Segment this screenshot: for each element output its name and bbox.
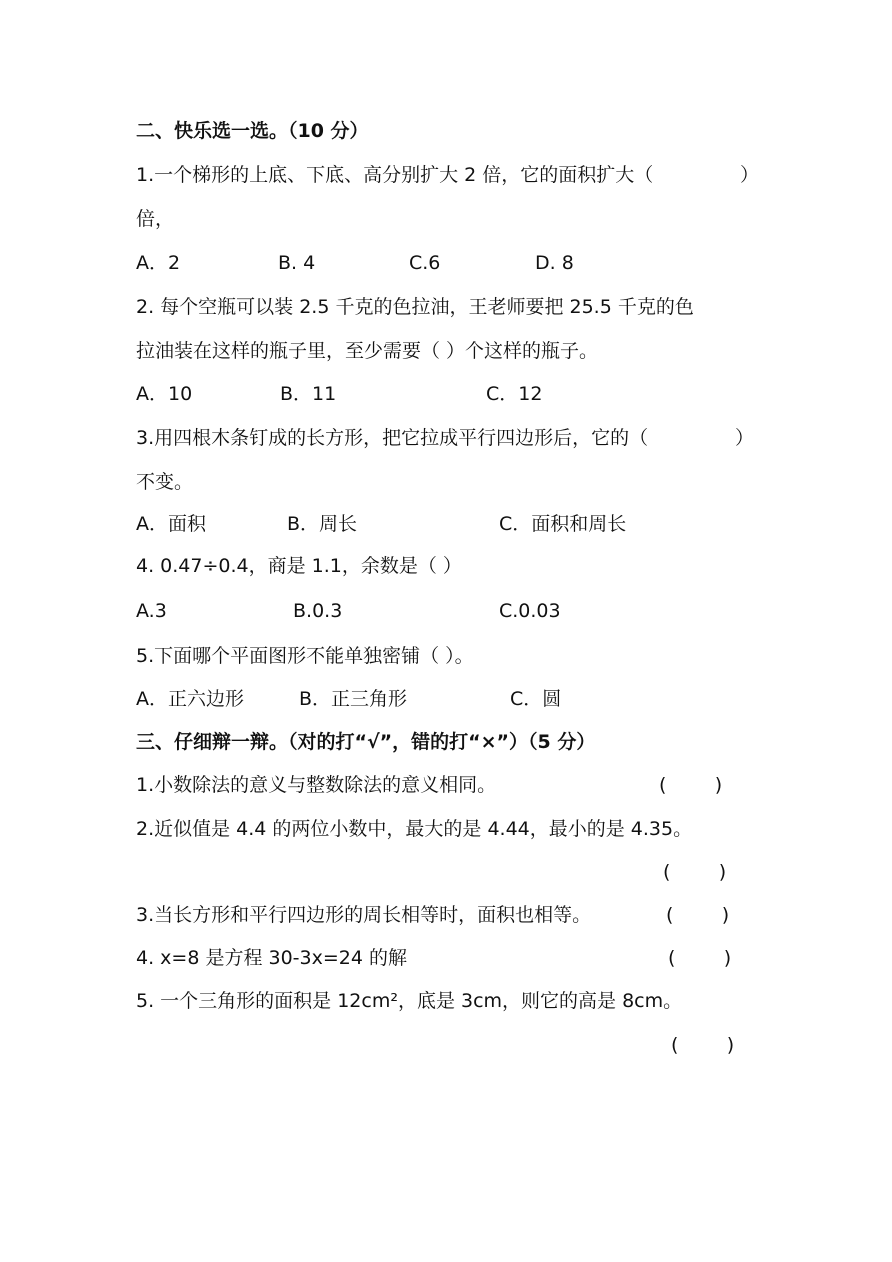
tf-item-1-answer-paren: ( )	[659, 774, 723, 796]
tf-item-2-answer-paren: ( )	[663, 861, 727, 883]
q1-option-a: A．2	[136, 252, 181, 274]
q5-option-a: A．正六边形	[136, 688, 244, 710]
q4-line1: 4. 0.47÷0.4，商是 1.1，余数是（ ）	[136, 555, 462, 577]
q1-line1: 1.一个梯形的上底、下底、高分别扩大 2 倍，它的面积扩大（	[136, 164, 654, 186]
tf-item-2-text: 2.近似值是 4.4 的两位小数中，最大的是 4.44，最小的是 4.35。	[136, 818, 693, 840]
q4-option-c: C.0.03	[499, 600, 561, 622]
q2-option-c: C．12	[486, 383, 543, 405]
section2-heading: 二、快乐选一选。（10 分）	[136, 120, 369, 142]
tf-item-1-text: 1.小数除法的意义与整数除法的意义相同。	[136, 774, 497, 796]
tf-item-3-answer-paren: ( )	[666, 904, 730, 926]
q3-line1: 3.用四根木条钉成的长方形，把它拉成平行四边形后，它的（	[136, 427, 649, 449]
q3-option-b: B．周长	[287, 513, 358, 535]
tf-item-4-answer-paren: ( )	[668, 947, 732, 969]
q2-line1: 2. 每个空瓶可以装 2.5 千克的色拉油，王老师要把 25.5 千克的色	[136, 296, 694, 318]
q5-line1: 5.下面哪个平面图形不能单独密铺（ ）。	[136, 645, 474, 667]
q2-option-b: B．11	[280, 383, 337, 405]
tf-item-5-answer-paren: ( )	[671, 1034, 735, 1056]
q1-line2: 倍，	[136, 208, 175, 230]
q2-line2: 拉油装在这样的瓶子里，至少需要（ ）个这样的瓶子。	[136, 340, 599, 362]
q3-line2: 不变。	[136, 471, 194, 493]
q1-option-b: B. 4	[278, 252, 316, 274]
section3-heading: 三、仔细辩一辩。（对的打“√”，错的打“×”）（5 分）	[136, 731, 596, 753]
q3-option-c: C．面积和周长	[499, 513, 627, 535]
q1-option-c: C.6	[409, 252, 441, 274]
tf-item-3-text: 3.当长方形和平行四边形的周长相等时，面积也相等。	[136, 904, 592, 926]
tf-item-4-text: 4. x=8 是方程 30-3x=24 的解	[136, 947, 408, 969]
q5-option-c: C．圆	[510, 688, 562, 710]
q5-option-b: B．正三角形	[299, 688, 408, 710]
q1-paren-close: ）	[740, 164, 760, 186]
q3-paren-close: ）	[735, 427, 755, 449]
tf-item-5-text: 5. 一个三角形的面积是 12cm²，底是 3cm，则它的高是 8cm。	[136, 990, 683, 1012]
q4-option-b: B.0.3	[293, 600, 343, 622]
q4-option-a: A.3	[136, 600, 167, 622]
q2-option-a: A．10	[136, 383, 193, 405]
q1-option-d: D. 8	[535, 252, 574, 274]
q3-option-a: A．面积	[136, 513, 206, 535]
